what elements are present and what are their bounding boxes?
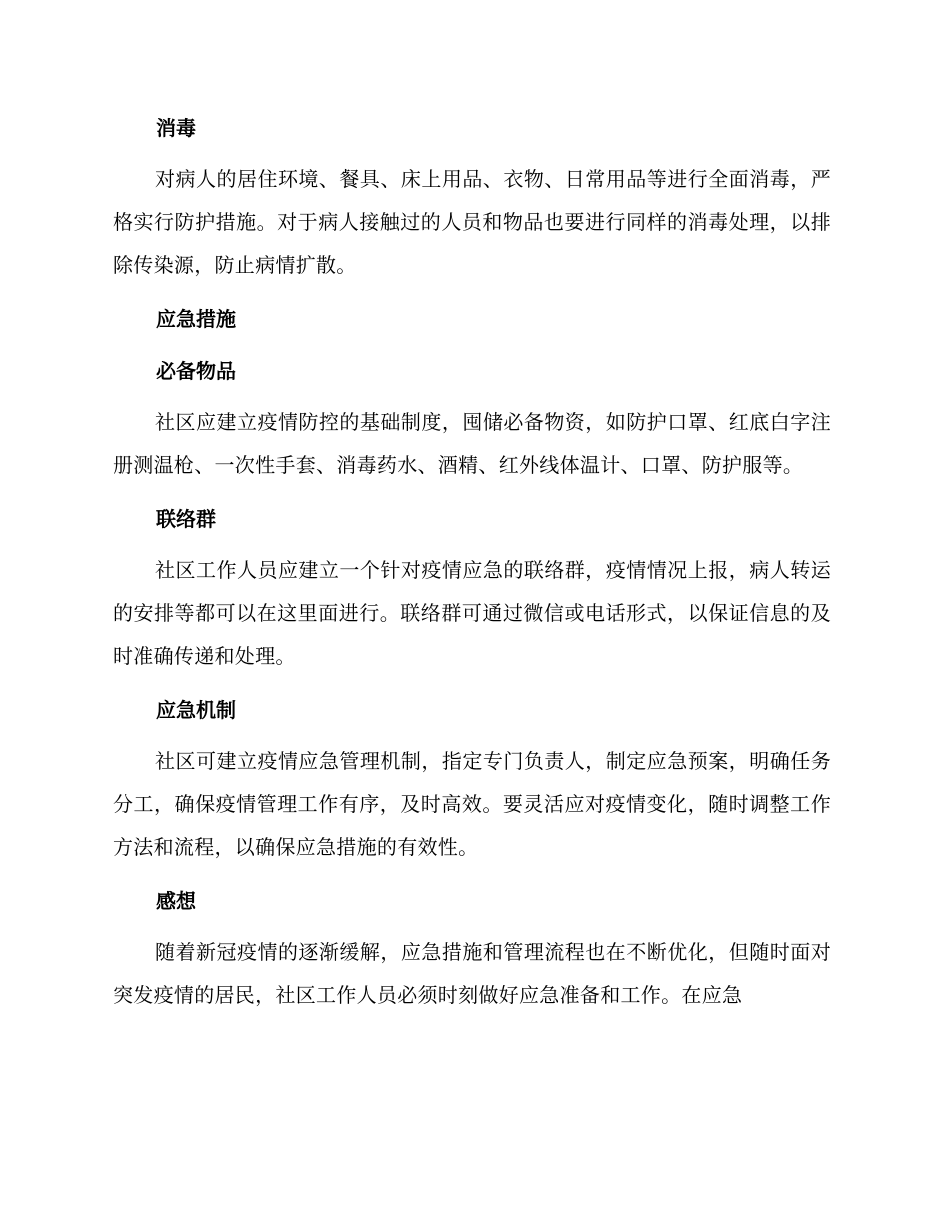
- section-paragraph-emergency-mechanism: 社区可建立疫情应急管理机制，指定专门负责人，制定应急预案，明确任务分工，确保疫情管理工作有序，及时高效。要灵活应对疫情变化，随时调整工作方法和流程，以确保应急措施的有效性。: [113, 749, 831, 859]
- section-heading-reflections: 感想: [156, 889, 196, 913]
- section-heading-contact-group: 联络群: [156, 507, 216, 531]
- section-heading-emergency-measures: 应急措施: [156, 307, 236, 331]
- section-heading-essential-supplies: 必备物品: [156, 359, 236, 383]
- section-paragraph-contact-group: 社区工作人员应建立一个针对疫情应急的联络群，疫情情况上报，病人转运的安排等都可以在这里面进行。联络群可通过微信或电话形式，以保证信息的及时准确传递和处理。: [113, 558, 831, 668]
- section-paragraph-disinfection: 对病人的居住环境、餐具、床上用品、衣物、日常用品等进行全面消毒，严格实行防护措施。对于病人接触过的人员和物品也要进行同样的消毒处理，以排除传染源，防止病情扩散。: [113, 167, 831, 277]
- section-heading-disinfection: 消毒: [156, 116, 196, 140]
- document-page: [113, 108, 831, 1017]
- section-paragraph-reflections: 随着新冠疫情的逐渐缓解，应急措施和管理流程也在不断优化，但随时面对突发疫情的居民，社区工作人员必须时刻做好应急准备和工作。在应急: [113, 940, 831, 1007]
- section-heading-emergency-mechanism: 应急机制: [156, 698, 236, 722]
- section-paragraph-essential-supplies: 社区应建立疫情防控的基础制度，囤储必备物资，如防护口罩、红底白字注册测温枪、一次性手套、消毒药水、酒精、红外线体温计、口罩、防护服等。: [113, 410, 831, 477]
